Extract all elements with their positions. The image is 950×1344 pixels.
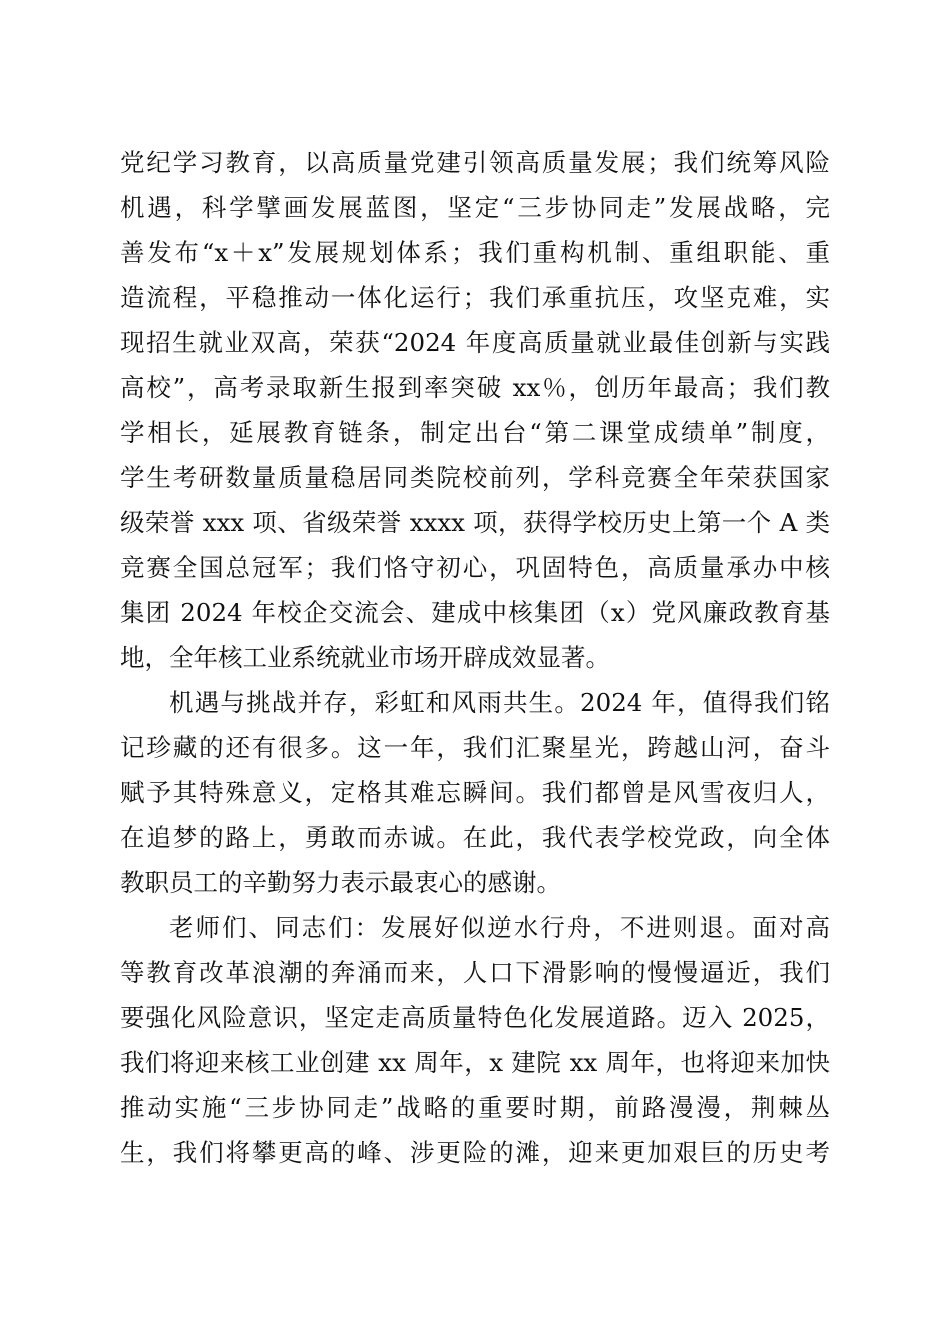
text-line: 造流程，平稳推动一体化运行；我们承重抗压，攻坚克难，实 <box>120 283 830 312</box>
text-line: 要强化风险意识，坚定走高质量特色化发展道路。迈入 2025， <box>120 1003 830 1032</box>
paragraph-3 <box>120 905 830 1175</box>
text-line: 级荣誉 xxx 项、省级荣誉 xxxx 项，获得学校历史上第一个 A 类 <box>120 508 830 537</box>
text-line: 教职员工的辛勤努力表示最衷心的感谢。 <box>120 868 561 897</box>
text-line: 集团 2024 年校企交流会、建成中核集团（x）党风廉政教育基 <box>120 598 830 627</box>
text-line: 生，我们将攀更高的峰、涉更险的滩，迎来更加艰巨的历史考 <box>120 1138 830 1167</box>
text-line: 竞赛全国总冠军；我们恪守初心，巩固特色，高质量承办中核 <box>120 553 830 582</box>
text-line: 赋予其特殊意义，定格其难忘瞬间。我们都曾是风雪夜归人， <box>120 778 830 807</box>
text-line: 等教育改革浪潮的奔涌而来，人口下滑影响的慢慢逼近，我们 <box>120 958 830 987</box>
text-line: 学相长，延展教育链条，制定出台“第二课堂成绩单”制度， <box>120 418 830 447</box>
text-line: 高校”，高考录取新生报到率突破 xx％，创历年最高；我们教 <box>120 373 830 402</box>
text-line: 机遇，科学擘画发展蓝图，坚定“三步协同走”发展战略，完 <box>120 193 830 222</box>
text-line: 老师们、同志们：发展好似逆水行舟，不进则退。面对高 <box>169 913 830 942</box>
text-line: 善发布“x＋x”发展规划体系；我们重构机制、重组职能、重 <box>120 238 830 267</box>
text-line: 现招生就业双高，荣获“2024 年度高质量就业最佳创新与实践 <box>120 328 830 357</box>
paragraph-2 <box>120 680 830 905</box>
text-line: 记珍藏的还有很多。这一年，我们汇聚星光，跨越山河，奋斗 <box>120 733 830 762</box>
text-line: 推动实施“三步协同走”战略的重要时期，前路漫漫，荆棘丛 <box>120 1093 830 1122</box>
text-line: 我们将迎来核工业创建 xx 周年，x 建院 xx 周年，也将迎来加快 <box>120 1048 830 1077</box>
text-line: 机遇与挑战并存，彩虹和风雨共生。2024 年，值得我们铭 <box>169 688 830 717</box>
text-line: 在追梦的路上，勇敢而赤诚。在此，我代表学校党政，向全体 <box>120 823 830 852</box>
paragraph-1 <box>120 140 830 680</box>
text-line: 地，全年核工业系统就业市场开辟成效显著。 <box>120 643 610 672</box>
text-line: 学生考研数量质量稳居同类院校前列，学科竞赛全年荣获国家 <box>120 463 830 492</box>
body-text <box>120 140 830 1175</box>
text-line: 党纪学习教育，以高质量党建引领高质量发展；我们统筹风险 <box>120 148 830 177</box>
